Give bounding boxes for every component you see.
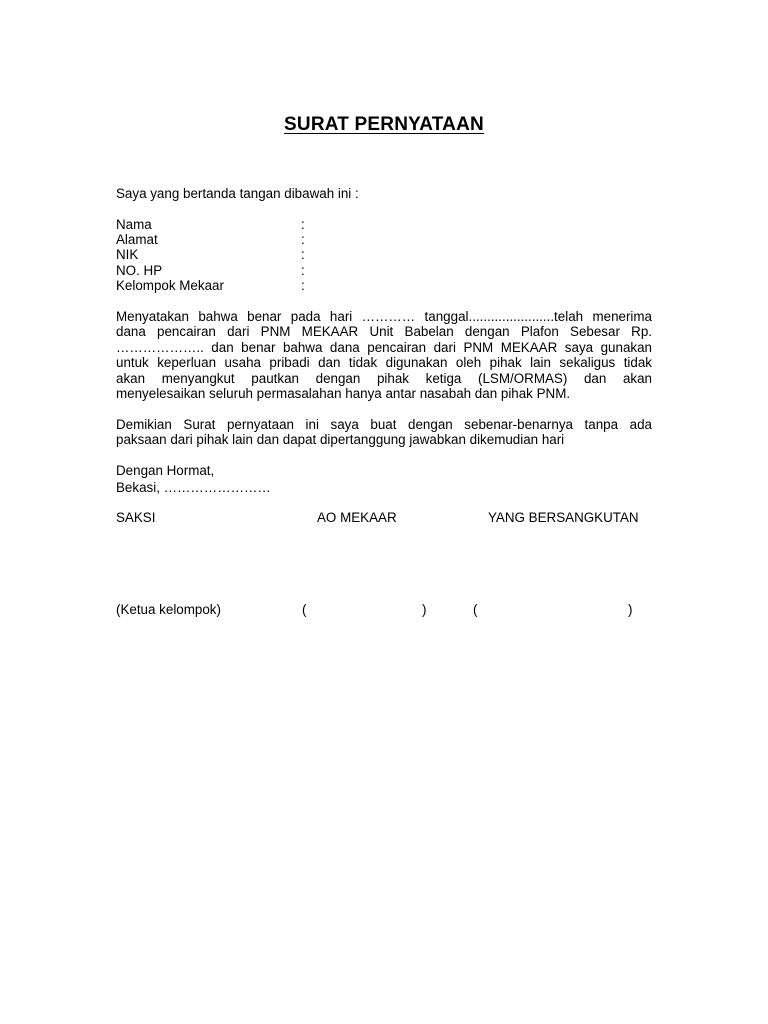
statement-paragraph bbox=[116, 309, 652, 401]
paragraph-line: menyelesaikan seluruh permasalahan hanya antar nasabah dan pihak PNM. bbox=[116, 386, 571, 402]
signature-bracket-close-nasabah: ) bbox=[628, 602, 633, 617]
field-label-alamat: Alamat bbox=[116, 232, 158, 247]
field-colon-alamat: : bbox=[301, 232, 305, 247]
signatory-saksi: SAKSI bbox=[116, 510, 156, 525]
closing-greeting: Dengan Hormat, bbox=[116, 463, 215, 478]
paragraph-line: paksaan dari pihak lain dan dapat dipertanggung jawabkan dikemudian hari bbox=[116, 432, 565, 448]
declaration-paragraph bbox=[116, 417, 652, 448]
signature-bracket-close-ao: ) bbox=[422, 602, 427, 617]
field-label-no-hp: NO. HP bbox=[116, 263, 163, 278]
signatory-ao-mekaar: AO MEKAAR bbox=[317, 510, 397, 525]
paragraph-line: Menyatakan bahwa benar pada hari ………… tanggal.......................telah menerima bbox=[116, 309, 652, 324]
signatory-yang-bersangkutan: YANG BERSANGKUTAN bbox=[488, 510, 639, 525]
signature-ketua-kelompok: (Ketua kelompok) bbox=[116, 602, 221, 617]
paragraph-line: untuk keperluan usaha pribadi dan tidak digunakan oleh pihak lain sekaligus tidak bbox=[116, 355, 652, 371]
paragraph-line: ……………….. dan benar bahwa dana pencairan dari PNM MEKAAR saya gunakan bbox=[116, 339, 652, 355]
field-colon-no-hp: : bbox=[301, 263, 305, 278]
field-label-nama: Nama bbox=[116, 217, 152, 232]
intro-text: Saya yang bertanda tangan dibawah ini : bbox=[116, 186, 359, 201]
signature-bracket-open-nasabah: ( bbox=[473, 602, 478, 617]
place-date: Bekasi, …………………… bbox=[116, 480, 271, 495]
field-label-nik: NIK bbox=[116, 247, 139, 262]
paragraph-line: akan menyangkut pautkan dengan pihak ketiga (LSM/ORMAS) dan akan bbox=[116, 370, 652, 386]
field-colon-nama: : bbox=[301, 217, 305, 232]
paragraph-line: Demikian Surat pernyataan ini saya buat dengan sebenar-benarnya tanpa ada bbox=[116, 417, 652, 432]
signature-bracket-open-ao: ( bbox=[302, 602, 307, 617]
field-colon-kelompok-mekaar: : bbox=[301, 278, 305, 293]
field-label-kelompok-mekaar: Kelompok Mekaar bbox=[116, 278, 224, 293]
paragraph-line: dana pencairan dari PNM MEKAAR Unit Babelan dengan Plafon Sebesar Rp. bbox=[116, 324, 652, 340]
document-title: SURAT PERNYATAAN bbox=[284, 114, 484, 135]
field-colon-nik: : bbox=[301, 247, 305, 262]
